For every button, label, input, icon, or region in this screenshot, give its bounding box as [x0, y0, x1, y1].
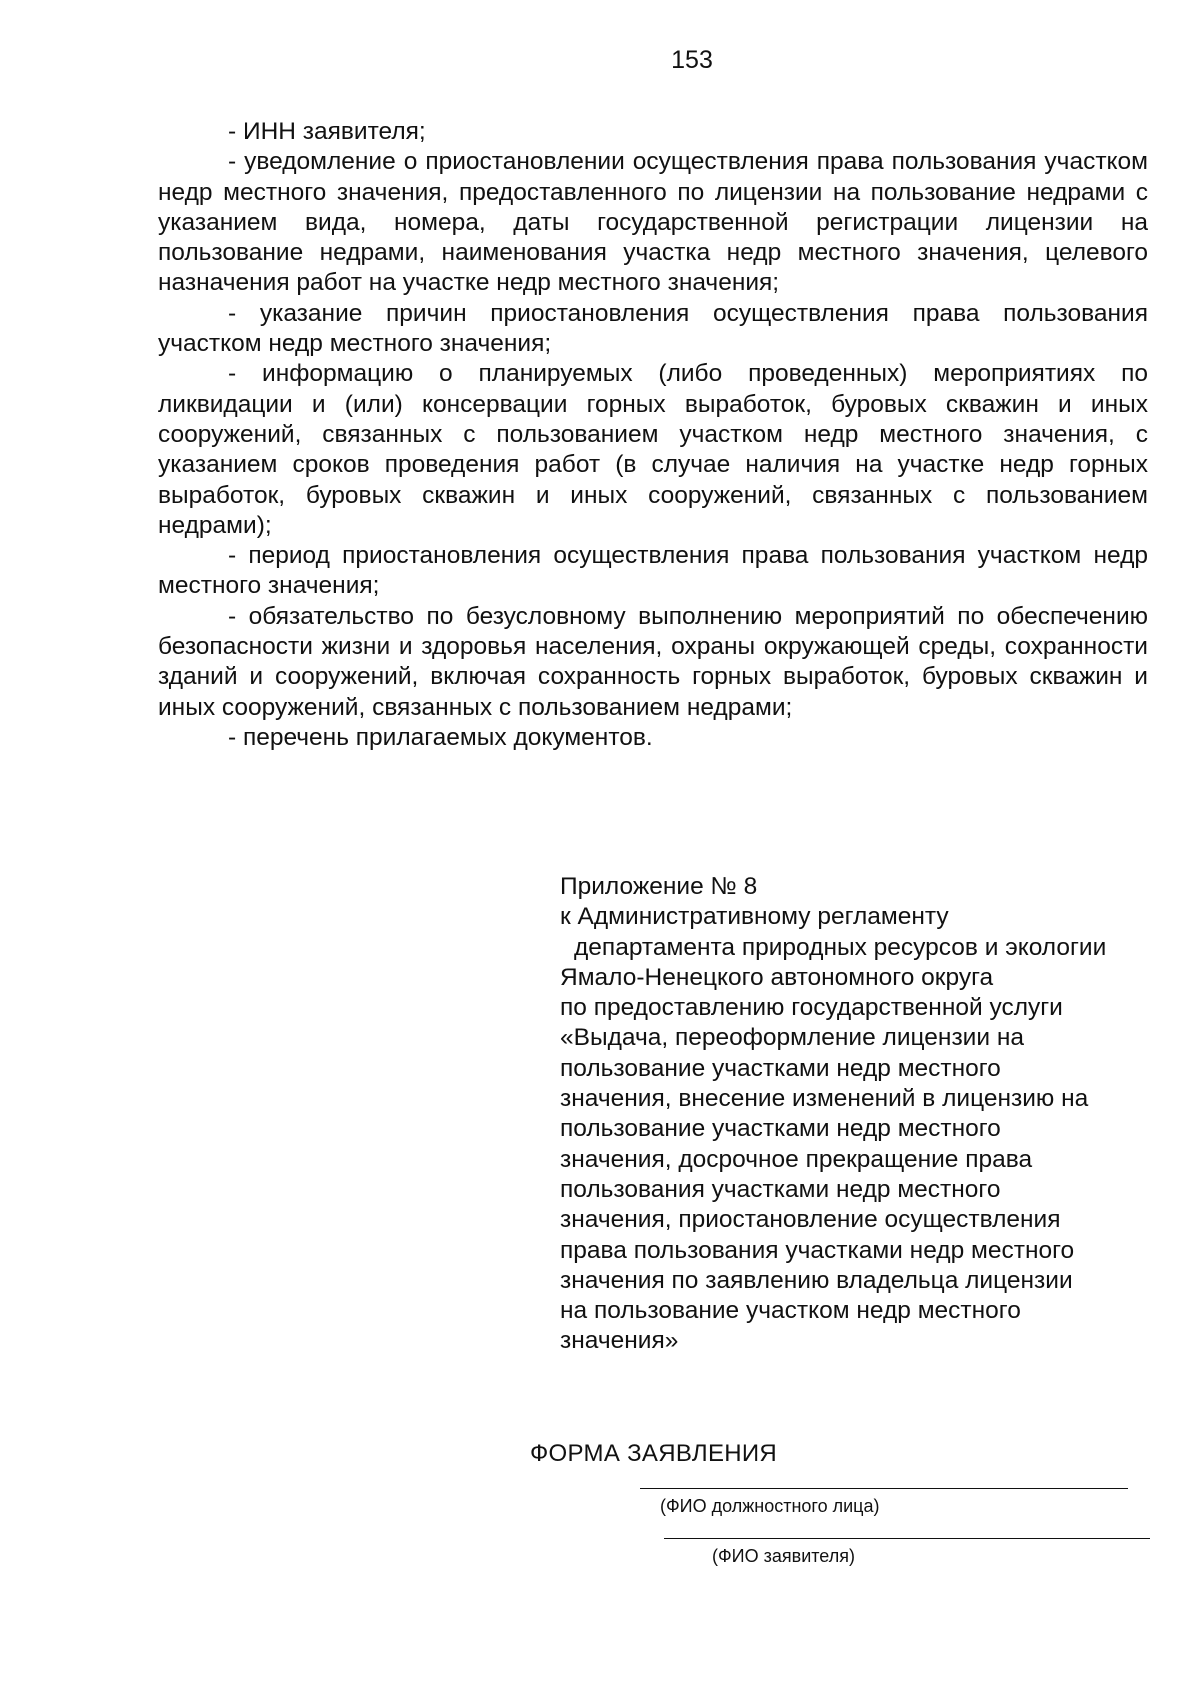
appendix-line: значения по заявлению владельца лицензии — [560, 1266, 1073, 1294]
appendix-line: пользование участками недр местного — [560, 1054, 1001, 1082]
official-name-caption: (ФИО должностного лица) — [660, 1496, 880, 1516]
paragraph-reasons: - указание причин приостановления осуществления права пользования участком недр местного значения; — [158, 299, 1148, 358]
page-number: 153 — [671, 46, 713, 74]
appendix-line: «Выдача, переоформление лицензии на — [560, 1024, 1025, 1052]
applicant-name-caption: (ФИО заявителя) — [712, 1546, 855, 1566]
appendix-line: на пользование участком недр местного — [560, 1297, 1021, 1325]
document-body — [158, 117, 1148, 753]
paragraph-obligation: - обязательство по безусловному выполнению мероприятий по обеспечению безопасности жизни и здоровья населения, охраны окружающей среды, сохранности зданий и сооружений, включая сохранность горных выработок, буровых скважин и иных сооружений, связанных с пользованием недрами; — [158, 602, 1148, 721]
appendix-line: Приложение № 8 — [560, 873, 758, 900]
appendix-line: права пользования участками недр местного — [560, 1236, 1075, 1264]
paragraph-suspension-period: - период приостановления осуществления права пользования участком недр местного значения; — [158, 542, 1148, 600]
appendix-line: пользование участками недр местного — [560, 1115, 1001, 1143]
appendix-line: к Административному регламенту — [560, 903, 949, 931]
paragraph-notification: - уведомление о приостановлении осуществления права пользования участком недр местного значения, предоставленного по лицензии на пользование недрами с указанием вида, номера, даты государственной регистрации лицензии на пользование недрами, наименования участка недр местного значения, целевого назначения работ на участке недр местного значения; — [158, 148, 1148, 297]
appendix-line: значения, внесение изменений в лицензию на — [560, 1085, 1089, 1113]
applicant-signature-line — [664, 1538, 1150, 1539]
appendix-line: значения» — [560, 1327, 679, 1355]
paragraph-measures-info: - информацию о планируемых (либо проведенных) мероприятиях по ликвидации и (или) консервации горных выработок, буровых скважин и иных сооружений, связанных с пользованием участком недр местного значения, с указанием сроков проведения работ (в случае наличия на участке недр горных выработок, буровых скважин и иных сооружений, связанных с пользованием недрами); — [158, 360, 1148, 539]
appendix-line: по предоставлению государственной услуги — [560, 994, 1063, 1022]
paragraph-attachments-list: - перечень прилагаемых документов. — [228, 723, 653, 751]
appendix-line: пользования участками недр местного — [560, 1175, 1001, 1203]
appendix-line: департамента природных ресурсов и экологии — [574, 933, 1107, 961]
appendix-line: значения, досрочное прекращение права — [560, 1145, 1033, 1173]
official-signature-line — [640, 1488, 1128, 1489]
appendix-line: значения, приостановление осуществления — [560, 1206, 1061, 1234]
appendix-header — [560, 872, 1160, 1357]
appendix-line: Ямало-Ненецкого автономного округа — [560, 963, 994, 991]
form-title: ФОРМА ЗАЯВЛЕНИЯ — [530, 1440, 778, 1467]
paragraph-inn: - ИНН заявителя; — [228, 118, 426, 145]
